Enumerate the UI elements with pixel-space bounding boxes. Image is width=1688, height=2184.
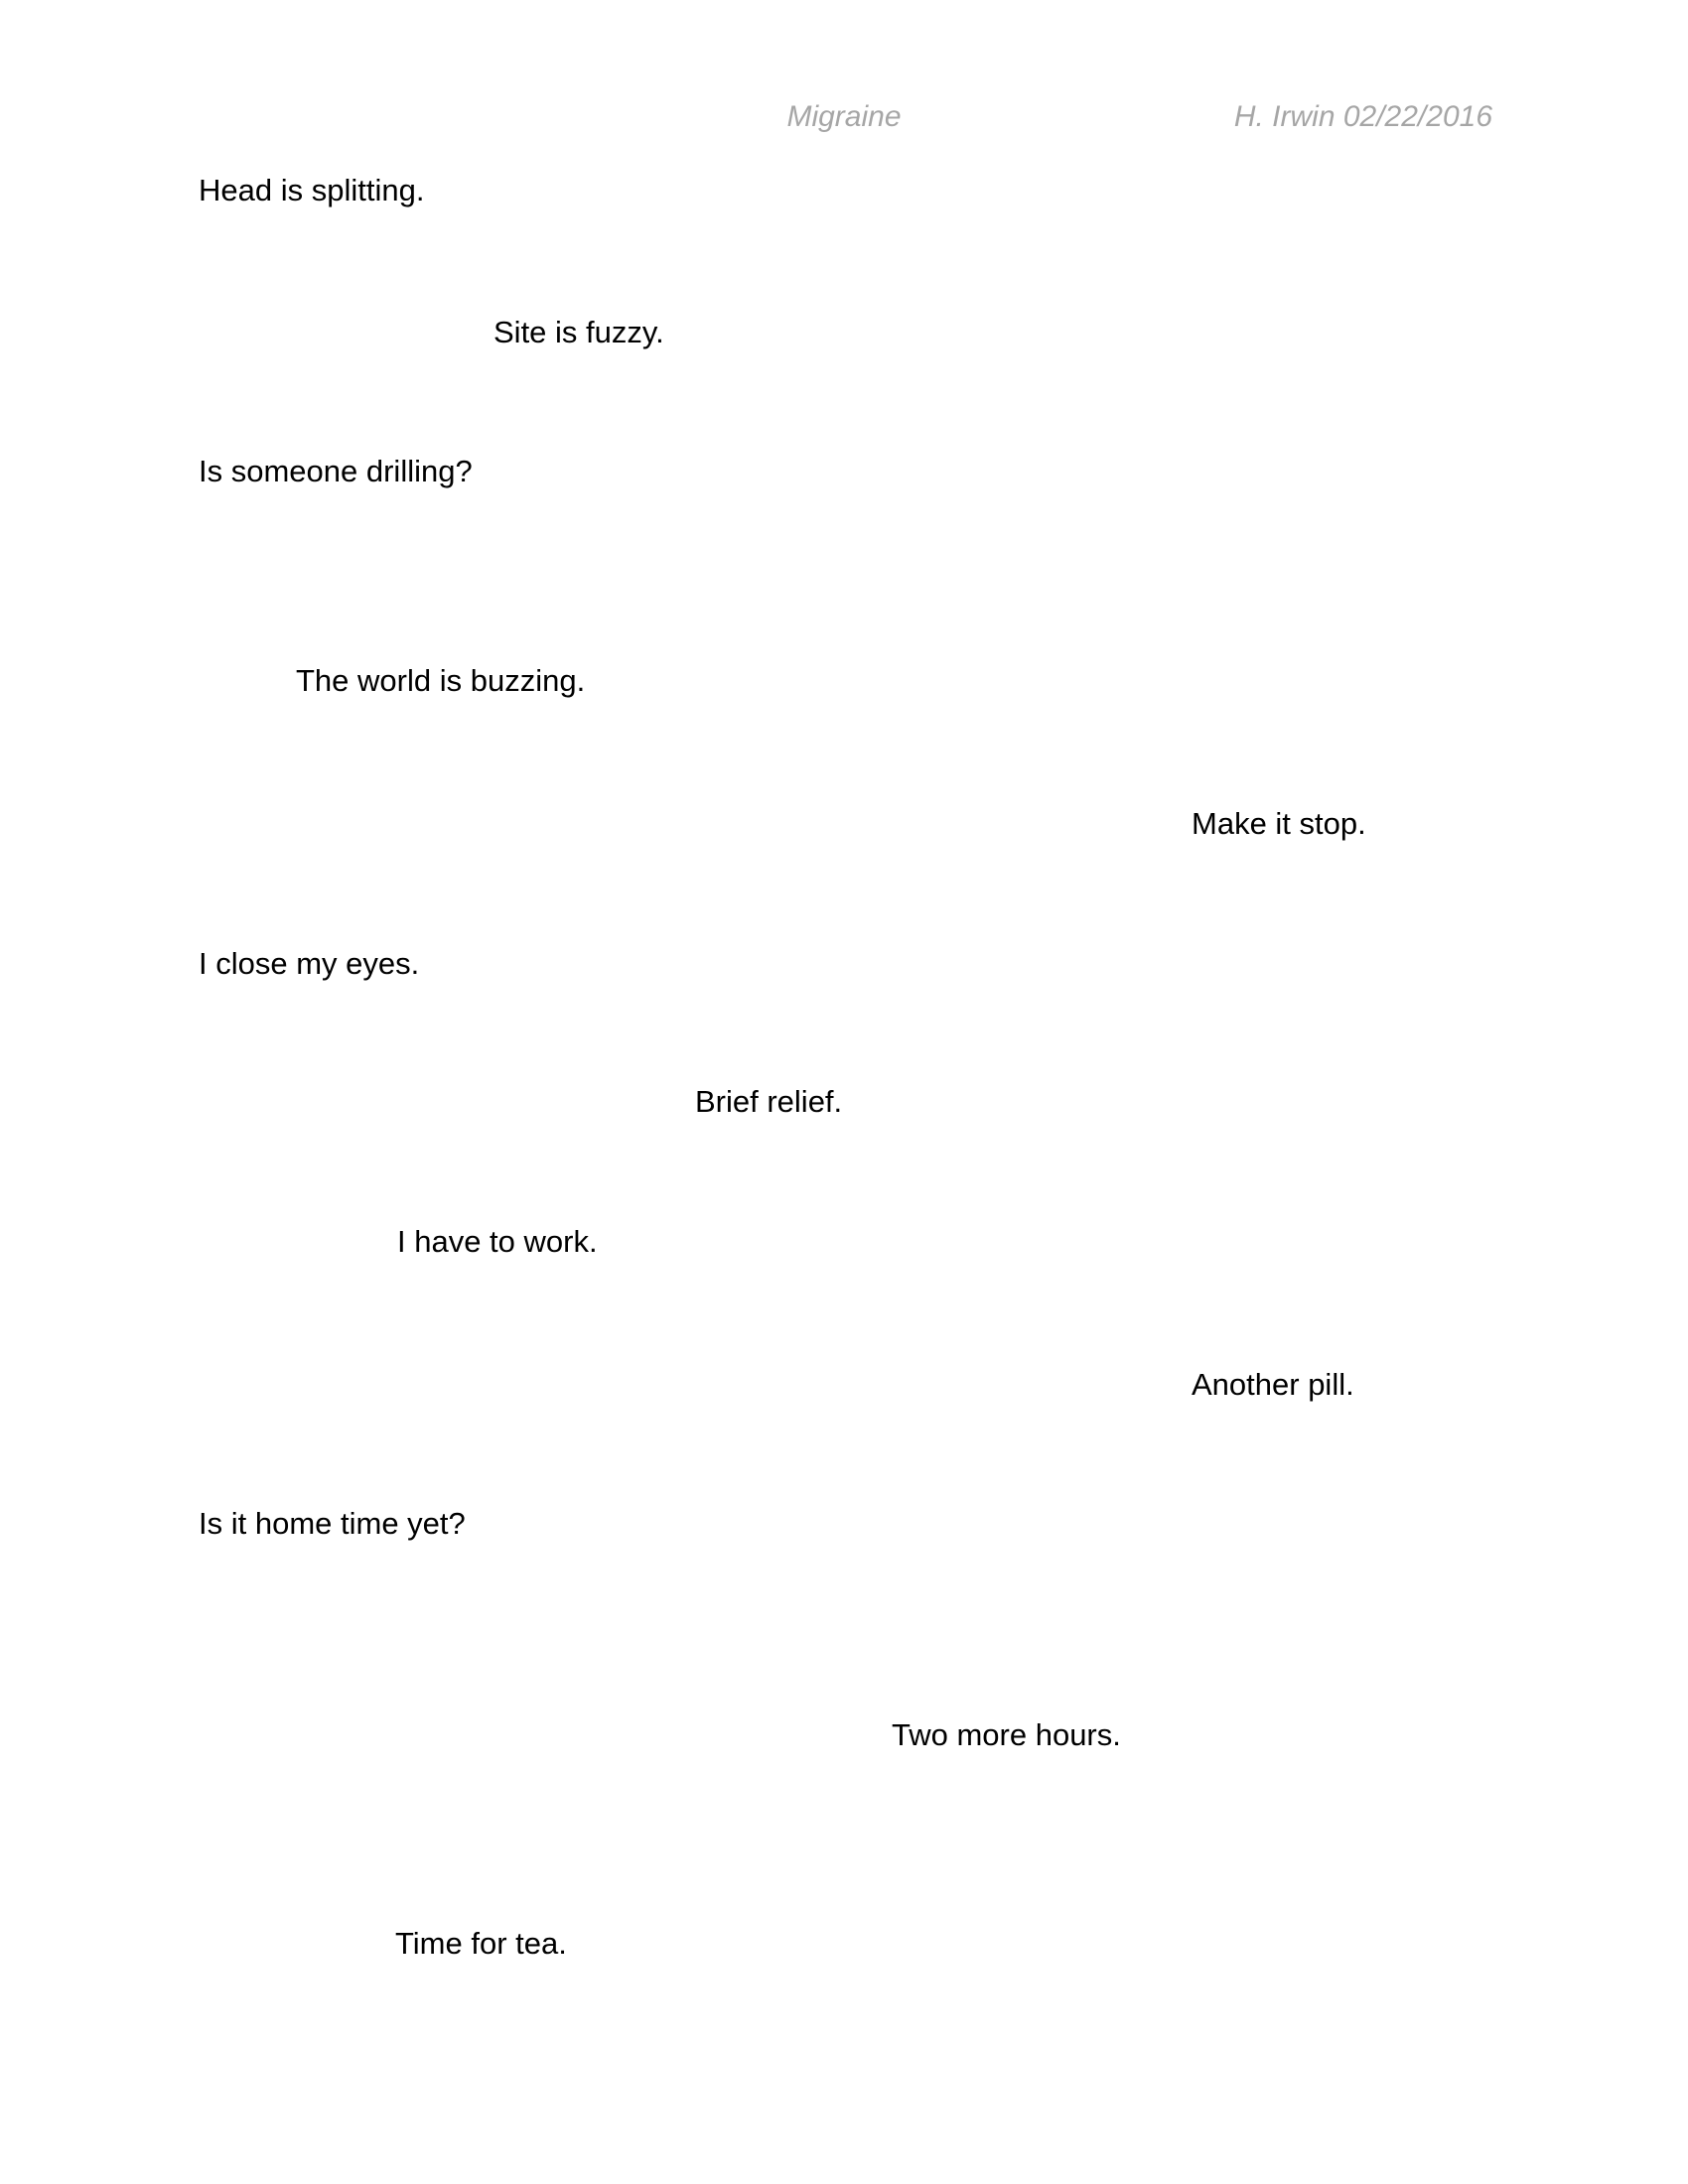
poem-line-7: Brief relief. — [695, 1084, 843, 1119]
poem-line-12: Time for tea. — [395, 1926, 567, 1961]
poem-line-2: Site is fuzzy. — [493, 315, 664, 349]
poem-line-3: Is someone drilling? — [199, 454, 473, 488]
poem-line-4: The world is buzzing. — [296, 663, 586, 698]
header-title: Migraine — [786, 100, 902, 133]
poem-line-8: I have to work. — [397, 1224, 598, 1259]
poem-line-5: Make it stop. — [1192, 806, 1366, 841]
poem-line-11: Two more hours. — [892, 1717, 1121, 1752]
poem-line-9: Another pill. — [1192, 1367, 1354, 1402]
poem-line-10: Is it home time yet? — [199, 1506, 466, 1541]
header-author-date: H. Irwin 02/22/2016 — [1233, 100, 1492, 133]
poem-line-6: I close my eyes. — [199, 946, 420, 981]
poem-line-1: Head is splitting. — [199, 173, 425, 207]
